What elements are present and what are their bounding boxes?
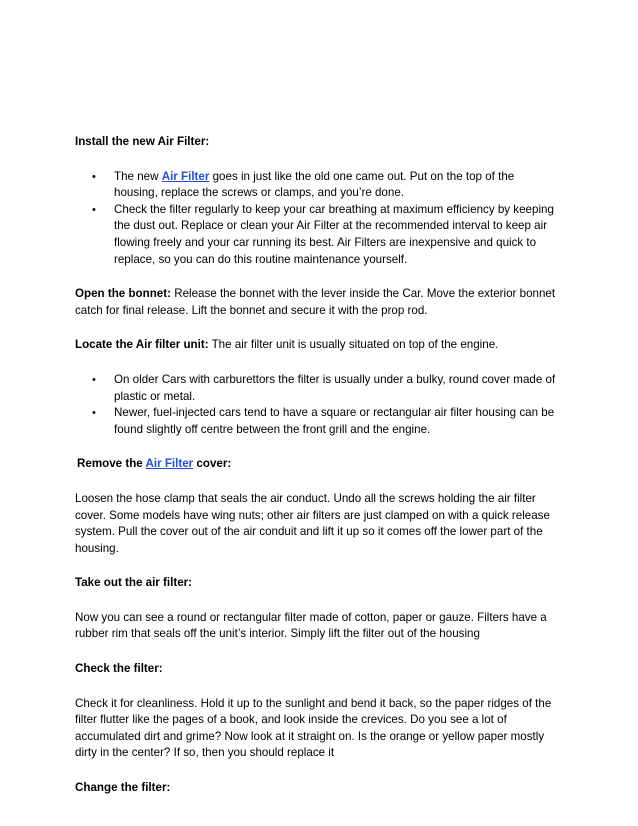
bullet-icon: • [92,203,96,216]
list-item-text: On older Cars with carburettors the filter is usually under a bulky, round cover made of plastic or metal. [114,372,556,403]
heading-bonnet: Open the bonnet: [75,287,171,301]
heading-change: Change the filter: [75,781,171,795]
list-item [75,372,560,405]
list-item [75,169,560,202]
heading-locate: Locate the Air filter unit: [75,338,209,352]
bonnet-text: Release the bonnet with the lever inside the Car. Move the exterior bonnet catch for final release. Lift the bonnet and secure it with the prop rod. [75,287,556,317]
list-item-text-pre: The new [114,169,162,183]
document-page [75,134,560,797]
paragraph-remove: Loosen the hose clamp that seals the air conduct. Undo all the screws holding the air filter cover. Some models have wing nuts; other air filters are just clamped on with a quick release system. Pull the cover out of the air conduit and lift it up so it comes off the lower part of the housing. [75,491,550,555]
heading-remove-post: cover: [193,457,232,471]
list-item [75,202,560,268]
paragraph-takeout: Now you can see a round or rectangular filter made of cotton, paper or gauze. Filters have a rubber rim that seals off the unit’s interior. Simply lift the filter out of the housing [75,610,547,641]
heading-remove-pre: Remove the [77,457,146,471]
locate-bullet-list [75,372,560,438]
list-item-text: Newer, fuel-injected cars tend to have a square or rectangular air filter housing can be found slightly off centre between the front grill and the engine. [114,406,555,436]
list-item-text-post: goes in just like the old one came out. Put on the top of the housing, replace the screws or clamps, and you’re done. [114,169,515,200]
heading-takeout: Take out the air filter: [75,576,193,590]
heading-check: Check the filter: [75,662,163,676]
list-item-text: Check the filter regularly to keep your car breathing at maximum efficiency by keeping the dust out. Replace or clean your Air Filter at the recommended interval to keep air flowing freely and your car running its best. Air Filters are inexpensive and quick to replace, so you can do this routine maintenance yourself. [114,202,554,266]
air-filter-cover-link[interactable]: Air Filter [145,457,194,471]
locate-text: The air filter unit is usually situated on top of the engine. [208,338,499,352]
list-item [75,405,560,438]
paragraph-check: Check it for cleanliness. Hold it up to the sunlight and bend it back, so the paper ridges of the filter flutter like the pages of a book, and look inside the crevices. Do you see a lot of accumulated dirt and grime? Now look at it straight on. Is the orange or yellow paper mostly dirty in the center? If so, then you should replace it [75,696,552,760]
heading-install: Install the new Air Filter: [75,135,210,148]
bullet-icon: • [92,373,96,386]
install-bullet-list [75,169,560,269]
heading-remove [75,456,560,473]
paragraph-locate [75,337,560,354]
air-filter-link[interactable]: Air Filter [161,169,210,183]
paragraph-bonnet [75,286,560,319]
bullet-icon: • [92,170,96,183]
bullet-icon: • [92,407,96,420]
